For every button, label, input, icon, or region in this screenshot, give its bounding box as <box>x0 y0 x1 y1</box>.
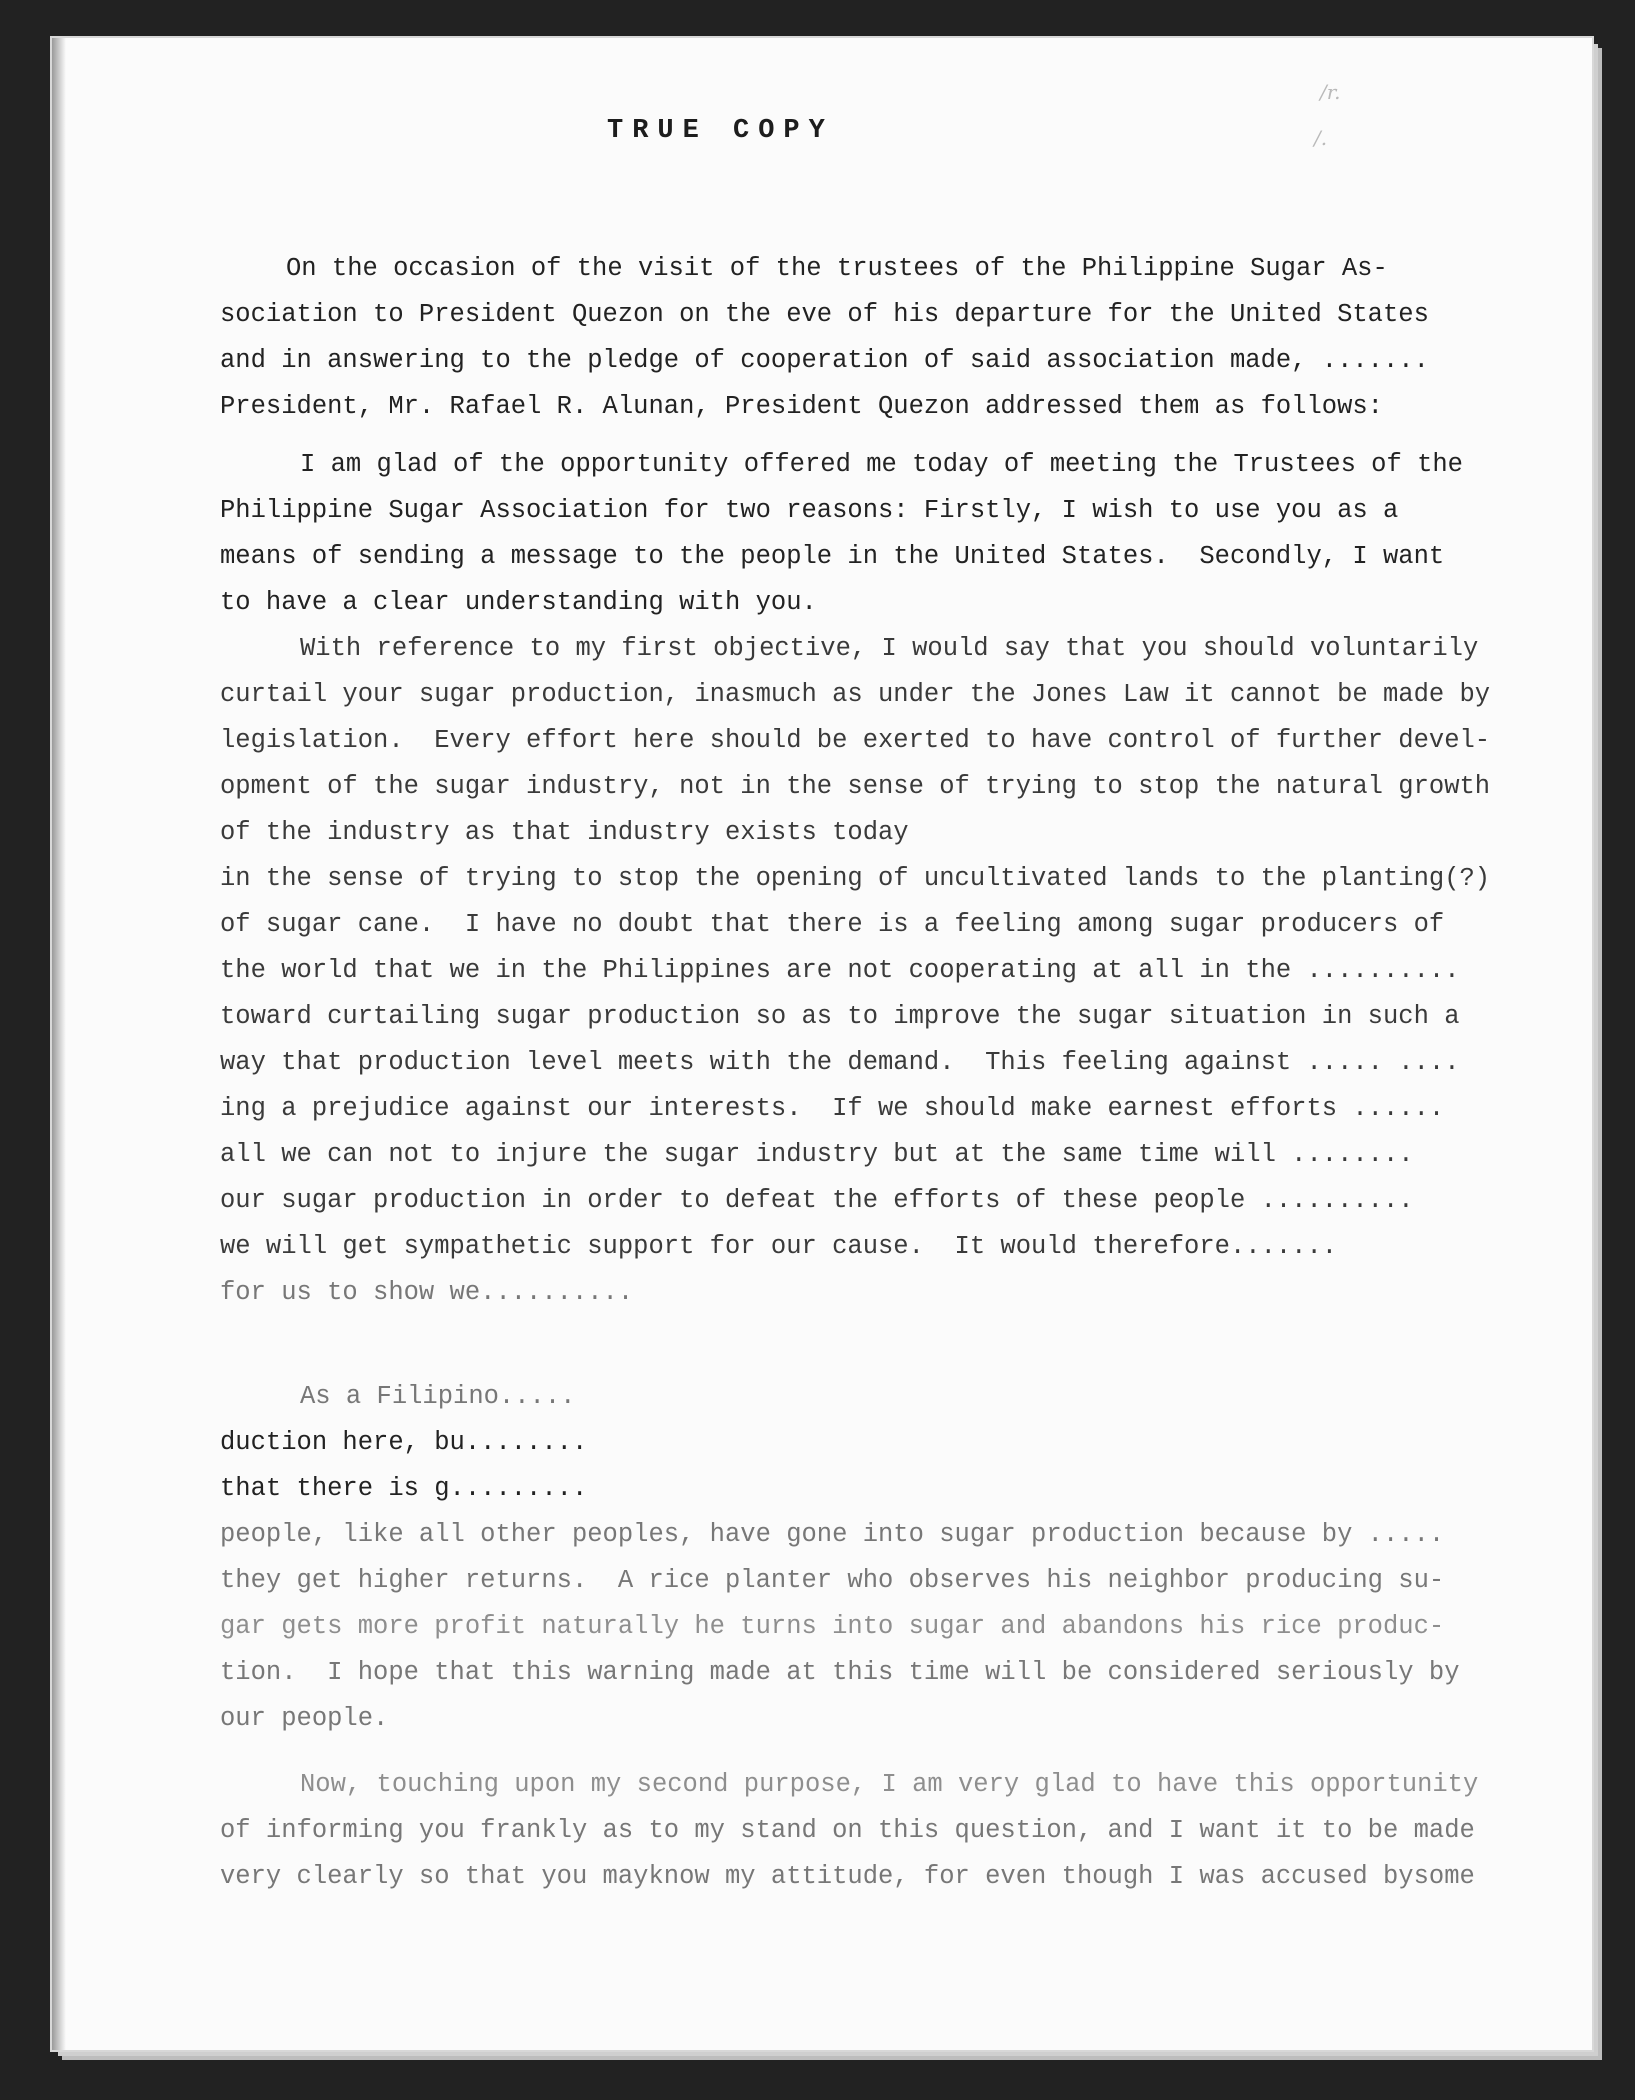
document-body <box>220 246 1550 1900</box>
text-line: curtail your sugar production, inasmuch as under the Jones Law it cannot be made by <box>220 680 1491 709</box>
text-line: legislation. Every effort here should be exerted to have control of further devel- <box>220 726 1491 755</box>
text-line: As a Filipino..... <box>300 1382 576 1411</box>
speech-paragraph-first-objective <box>220 626 1550 1316</box>
text-line: people, like all other peoples, have gone into sugar production because by ..... <box>220 1520 1445 1549</box>
text-line: way that production level meets with the demand. This feeling against ..... .... <box>220 1048 1460 1077</box>
intro-paragraph <box>220 246 1550 430</box>
text-line: With reference to my first objective, I would say that you should voluntarily <box>300 634 1479 663</box>
text-line: very clearly so that you mayknow my attitude, for even though I was accused bysome <box>220 1862 1475 1891</box>
text-line: Now, touching upon my second purpose, I am very glad to have this opportunity <box>300 1770 1479 1799</box>
text-line: President, Mr. Rafael R. Alunan, President Quezon addressed them as follows: <box>220 392 1383 421</box>
text-line: means of sending a message to the people in the United States. Secondly, I want <box>220 542 1445 571</box>
text-line: all we can not to injure the sugar industry but at the same time will ........ <box>220 1140 1414 1169</box>
text-line: of informing you frankly as to my stand on this question, and I want it to be made <box>220 1816 1475 1845</box>
handwritten-corner-mark: /r. <box>1320 80 1341 104</box>
text-line: to have a clear understanding with you. <box>220 588 817 617</box>
text-line: ing a prejudice against our interests. If we should make earnest efforts ...... <box>220 1094 1445 1123</box>
text-line: our sugar production in order to defeat the efforts of these people .......... <box>220 1186 1414 1215</box>
text-line: they get higher returns. A rice planter who observes his neighbor producing su- <box>220 1566 1445 1595</box>
text-line: I am glad of the opportunity offered me today of meeting the Trustees of the <box>300 450 1463 479</box>
speech-paragraph-filipino <box>220 1374 1550 1742</box>
text-line: sociation to President Quezon on the eve of his departure for the United States <box>220 300 1429 329</box>
text-line: of sugar cane. I have no doubt that there is a feeling among sugar producers of <box>220 910 1445 939</box>
document-page <box>52 38 1592 2050</box>
text-line: opment of the sugar industry, not in the sense of trying to stop the natural growth <box>220 772 1491 801</box>
text-line: and in answering to the pledge of cooperation of said association made, ....... <box>220 346 1429 375</box>
text-line: On the occasion of the visit of the trustees of the Philippine Sugar As- <box>286 254 1388 283</box>
text-line: Philippine Sugar Association for two reasons: Firstly, I wish to use you as a <box>220 496 1399 525</box>
text-line: our people. <box>220 1704 389 1733</box>
text-line: toward curtailing sugar production so as to improve the sugar situation in such a <box>220 1002 1460 1031</box>
text-line: gar gets more profit naturally he turns into sugar and abandons his rice produc- <box>220 1612 1445 1641</box>
text-line: that there is g......... <box>220 1474 588 1503</box>
text-line: for us to show we.......... <box>220 1278 634 1307</box>
text-line: in the sense of trying to stop the opening of uncultivated lands to the planting(?) <box>220 864 1491 893</box>
text-line: tion. I hope that this warning made at this time will be considered seriously by <box>220 1658 1460 1687</box>
text-line: of the industry as that industry exists today <box>220 818 909 847</box>
text-line: we will get sympathetic support for our cause. It would therefore....... <box>220 1232 1338 1261</box>
text-line: duction here, bu........ <box>220 1428 588 1457</box>
handwritten-corner-mark: /. <box>1314 126 1328 150</box>
text-line: the world that we in the Philippines are not cooperating at all in the .......... <box>220 956 1460 985</box>
speech-paragraph-second-purpose <box>220 1762 1550 1900</box>
speech-paragraph-reasons <box>220 442 1550 626</box>
document-title: TRUE COPY <box>607 116 834 146</box>
page-shadow-edge <box>52 38 66 2050</box>
